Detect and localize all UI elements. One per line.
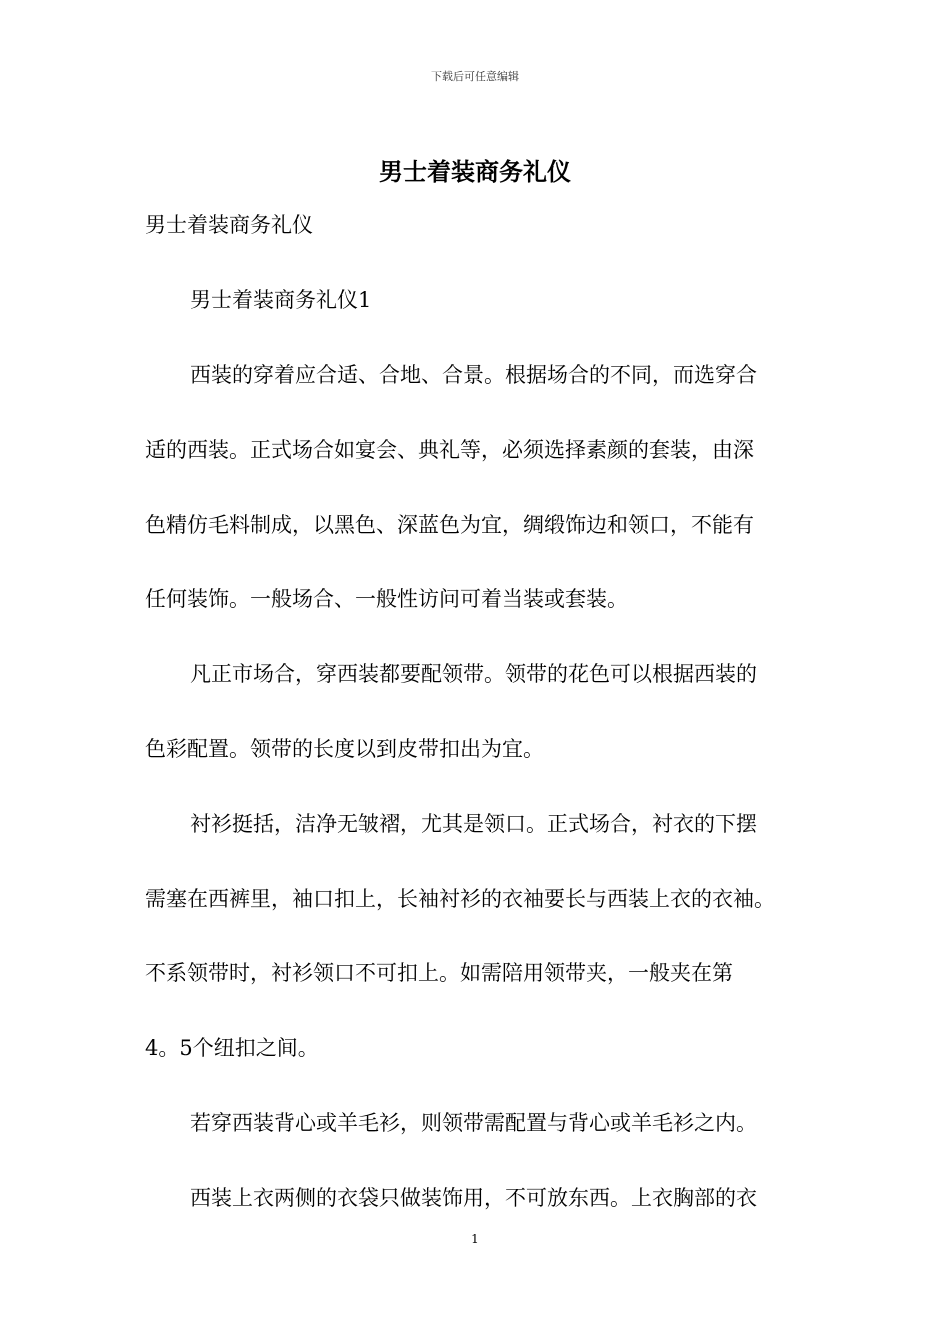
paragraph-line: 不系领带时，衬衫领口不可扣上。如需陪用领带夹，一般夹在第	[145, 961, 733, 985]
section-heading: 男士着装商务礼仪1	[190, 288, 372, 312]
paragraph-line: 色精仿毛料制成，以黑色、深蓝色为宜，绸缎饰边和领口，不能有	[145, 513, 754, 537]
paragraph-line: 任何装饰。一般场合、一般性访问可着当装或套装。	[145, 587, 628, 611]
subtitle-line: 男士着装商务礼仪	[145, 213, 313, 237]
header-note: 下载后可任意编辑	[431, 70, 519, 83]
paragraph-line: 4。5个纽扣之间。	[145, 1036, 319, 1060]
paragraph-line: 若穿西装背心或羊毛衫，则领带需配置与背心或羊毛衫之内。	[190, 1111, 757, 1135]
paragraph-line: 色彩配置。领带的长度以到皮带扣出为宜。	[145, 737, 544, 761]
paragraph-line: 衬衫挺括，洁净无皱褶，尤其是领口。正式场合，衬衣的下摆	[190, 812, 757, 836]
paragraph-line: 需塞在西裤里，袖口扣上，长袖衬衫的衣袖要长与西装上衣的衣袖。	[145, 887, 775, 911]
paragraph-line: 西装的穿着应合适、合地、合景。根据场合的不同，而选穿合	[190, 363, 757, 387]
paragraph-line: 凡正市场合，穿西装都要配领带。领带的花色可以根据西装的	[190, 662, 757, 686]
page-number: 1	[471, 1232, 479, 1246]
document-title: 男士着装商务礼仪	[379, 157, 571, 186]
paragraph-line: 西装上衣两侧的衣袋只做装饰用，不可放东西。上衣胸部的衣	[190, 1186, 757, 1210]
paragraph-line: 适的西装。正式场合如宴会、典礼等，必须选择素颜的套装，由深	[145, 438, 754, 462]
